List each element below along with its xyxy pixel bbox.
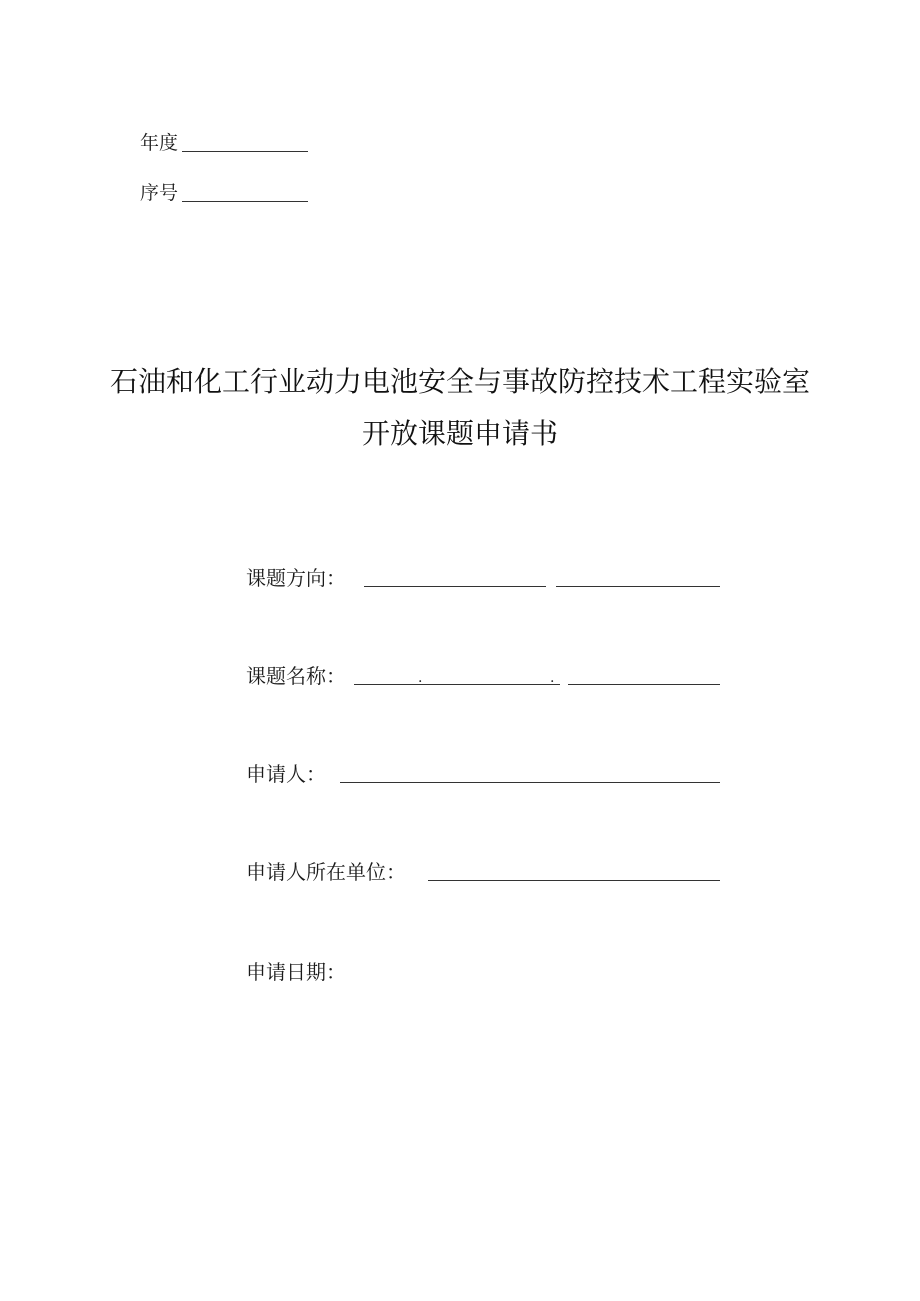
application-date-field xyxy=(246,954,720,984)
topic-name-dot-2: . xyxy=(550,670,555,686)
topic-name-label: 课题名称： xyxy=(246,664,346,688)
applicant-field xyxy=(246,756,720,786)
serial-field xyxy=(140,174,308,204)
applicant-unit-blank-line[interactable] xyxy=(428,880,720,881)
topic-name-blank-line-2[interactable] xyxy=(568,684,720,685)
serial-blank-line[interactable] xyxy=(182,183,308,202)
topic-name-blank-line[interactable] xyxy=(354,684,560,685)
application-date-label: 申请日期： xyxy=(246,960,346,984)
year-label: 年度 xyxy=(140,132,179,154)
applicant-blank-line[interactable] xyxy=(340,782,720,783)
topic-direction-field xyxy=(246,560,720,590)
applicant-label: 申请人： xyxy=(246,762,326,786)
year-field xyxy=(140,124,308,154)
year-blank-line[interactable] xyxy=(182,133,308,152)
applicant-unit-label: 申请人所在单位： xyxy=(246,860,406,884)
applicant-unit-field xyxy=(246,854,720,884)
topic-name-dot: . xyxy=(418,670,423,686)
topic-name-field xyxy=(246,658,720,688)
topic-direction-blank-line-2[interactable] xyxy=(556,586,720,587)
topic-direction-blank-line[interactable] xyxy=(364,586,546,587)
document-title-line-2: 开放课题申请书 xyxy=(361,417,558,450)
topic-direction-label: 课题方向： xyxy=(246,566,346,590)
document-title-line-1: 石油和化工行业动力电池安全与事故防控技术工程实验室 xyxy=(109,365,810,398)
serial-label: 序号 xyxy=(140,182,179,204)
